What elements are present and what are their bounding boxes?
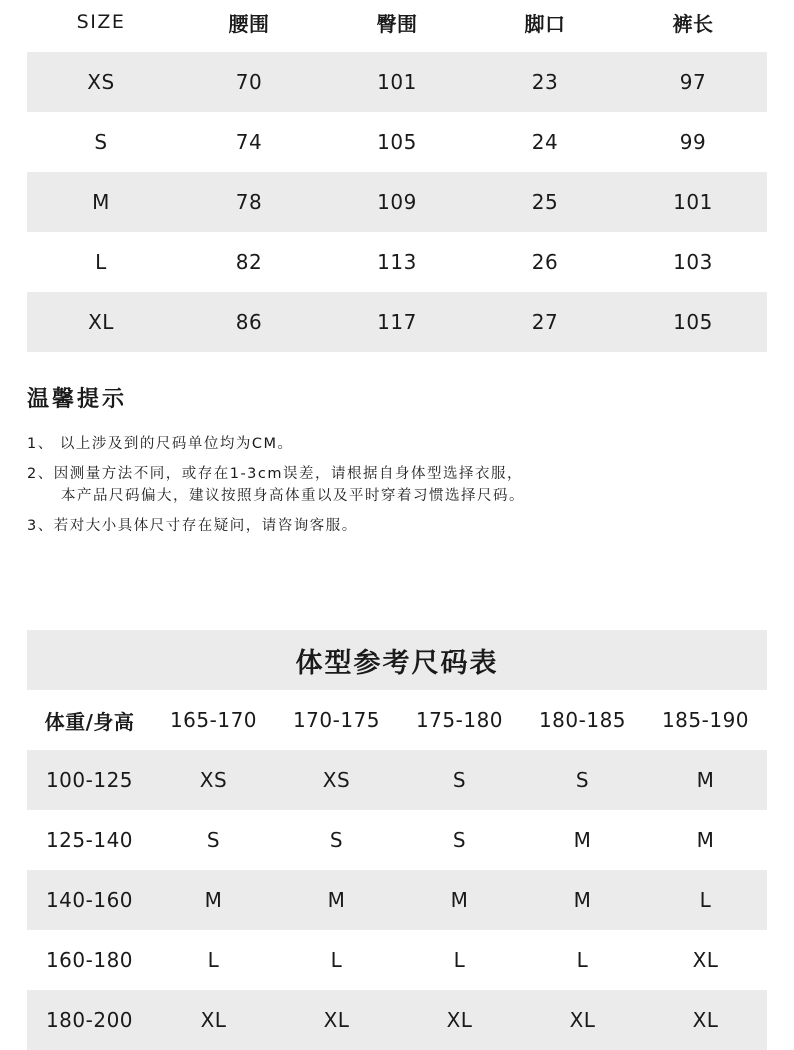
- table-cell: XL: [692, 1008, 719, 1032]
- table-cell: 140-160: [45, 888, 134, 912]
- table-cell: 86: [235, 310, 263, 334]
- header-cell: 165-170: [169, 708, 258, 732]
- tips-section: [27, 382, 767, 545]
- table-cell: L: [453, 948, 466, 972]
- table-cell: 82: [235, 250, 263, 274]
- size-table: [27, 0, 767, 352]
- table-cell: 24: [531, 130, 559, 154]
- table-cell: 100-125: [45, 768, 134, 792]
- tip-line: 1、 以上涉及到的尺码单位均为CM。: [27, 436, 294, 452]
- tip-line-continued: 本产品尺码偏大，建议按照身高体重以及平时穿着习惯选择尺码。: [61, 488, 525, 504]
- table-row: [27, 990, 767, 1050]
- reference-table: [27, 630, 767, 1050]
- table-cell: M: [204, 888, 223, 912]
- table-row: [27, 870, 767, 930]
- table-cell: 97: [679, 70, 707, 94]
- size-table-header: [27, 0, 767, 52]
- reference-table-title: 体型参考尺码表: [27, 630, 767, 690]
- table-cell: L: [576, 948, 589, 972]
- tip-item: [27, 433, 767, 455]
- table-cell: 103: [673, 250, 713, 274]
- table-cell: S: [452, 828, 467, 852]
- table-cell: 180-200: [45, 1008, 134, 1032]
- table-cell: S: [94, 130, 108, 154]
- header-cell: 脚口: [524, 11, 566, 36]
- tip-item: [27, 463, 767, 507]
- table-cell: XL: [569, 1008, 596, 1032]
- table-cell: 99: [679, 130, 707, 154]
- table-cell: M: [92, 190, 110, 214]
- header-cell: 175-180: [415, 708, 504, 732]
- table-cell: XL: [88, 310, 114, 334]
- header-cell: 180-185: [538, 708, 627, 732]
- table-cell: L: [95, 250, 107, 274]
- table-row: [27, 172, 767, 232]
- table-cell: M: [327, 888, 346, 912]
- table-cell: XL: [692, 948, 719, 972]
- table-cell: 27: [531, 310, 559, 334]
- tip-line: 3、若对大小具体尺寸存在疑问，请咨询客服。: [27, 518, 358, 534]
- table-cell: 105: [673, 310, 713, 334]
- header-cell: 体重/身高: [44, 709, 135, 734]
- reference-table-header: [27, 690, 767, 750]
- table-cell: S: [575, 768, 590, 792]
- table-cell: M: [450, 888, 469, 912]
- table-cell: S: [452, 768, 467, 792]
- table-cell: 105: [377, 130, 417, 154]
- table-cell: XL: [446, 1008, 473, 1032]
- table-cell: S: [206, 828, 221, 852]
- table-cell: 23: [531, 70, 559, 94]
- tip-line: 2、因测量方法不同，或存在1-3cm误差，请根据自身体型选择衣服，: [27, 466, 524, 482]
- table-cell: 113: [377, 250, 417, 274]
- table-row: [27, 232, 767, 292]
- table-cell: 117: [377, 310, 417, 334]
- table-cell: M: [696, 768, 715, 792]
- table-cell: L: [699, 888, 712, 912]
- header-cell: 185-190: [661, 708, 750, 732]
- table-row: [27, 52, 767, 112]
- table-cell: 101: [673, 190, 713, 214]
- tip-item: [27, 515, 767, 537]
- table-cell: XS: [322, 768, 351, 792]
- table-row: [27, 810, 767, 870]
- table-cell: XS: [199, 768, 228, 792]
- table-cell: 78: [235, 190, 263, 214]
- header-cell: SIZE: [76, 11, 126, 33]
- table-cell: 160-180: [45, 948, 134, 972]
- table-cell: 70: [235, 70, 263, 94]
- table-cell: XS: [87, 70, 115, 94]
- table-row: [27, 930, 767, 990]
- table-cell: M: [573, 828, 592, 852]
- table-cell: L: [330, 948, 343, 972]
- table-cell: 25: [531, 190, 559, 214]
- tips-title: 温馨提示: [27, 387, 128, 412]
- table-cell: S: [329, 828, 344, 852]
- header-cell: 170-175: [292, 708, 381, 732]
- table-row: [27, 750, 767, 810]
- table-cell: L: [207, 948, 220, 972]
- table-cell: 74: [235, 130, 263, 154]
- table-cell: XL: [200, 1008, 227, 1032]
- table-cell: XL: [323, 1008, 350, 1032]
- table-row: [27, 292, 767, 352]
- table-row: [27, 112, 767, 172]
- header-cell: 腰围: [228, 11, 270, 36]
- table-cell: 125-140: [45, 828, 134, 852]
- header-cell: 臀围: [376, 11, 418, 36]
- table-cell: M: [696, 828, 715, 852]
- table-cell: 26: [531, 250, 559, 274]
- table-cell: 109: [377, 190, 417, 214]
- header-cell: 裤长: [672, 11, 714, 36]
- table-cell: 101: [377, 70, 417, 94]
- table-cell: M: [573, 888, 592, 912]
